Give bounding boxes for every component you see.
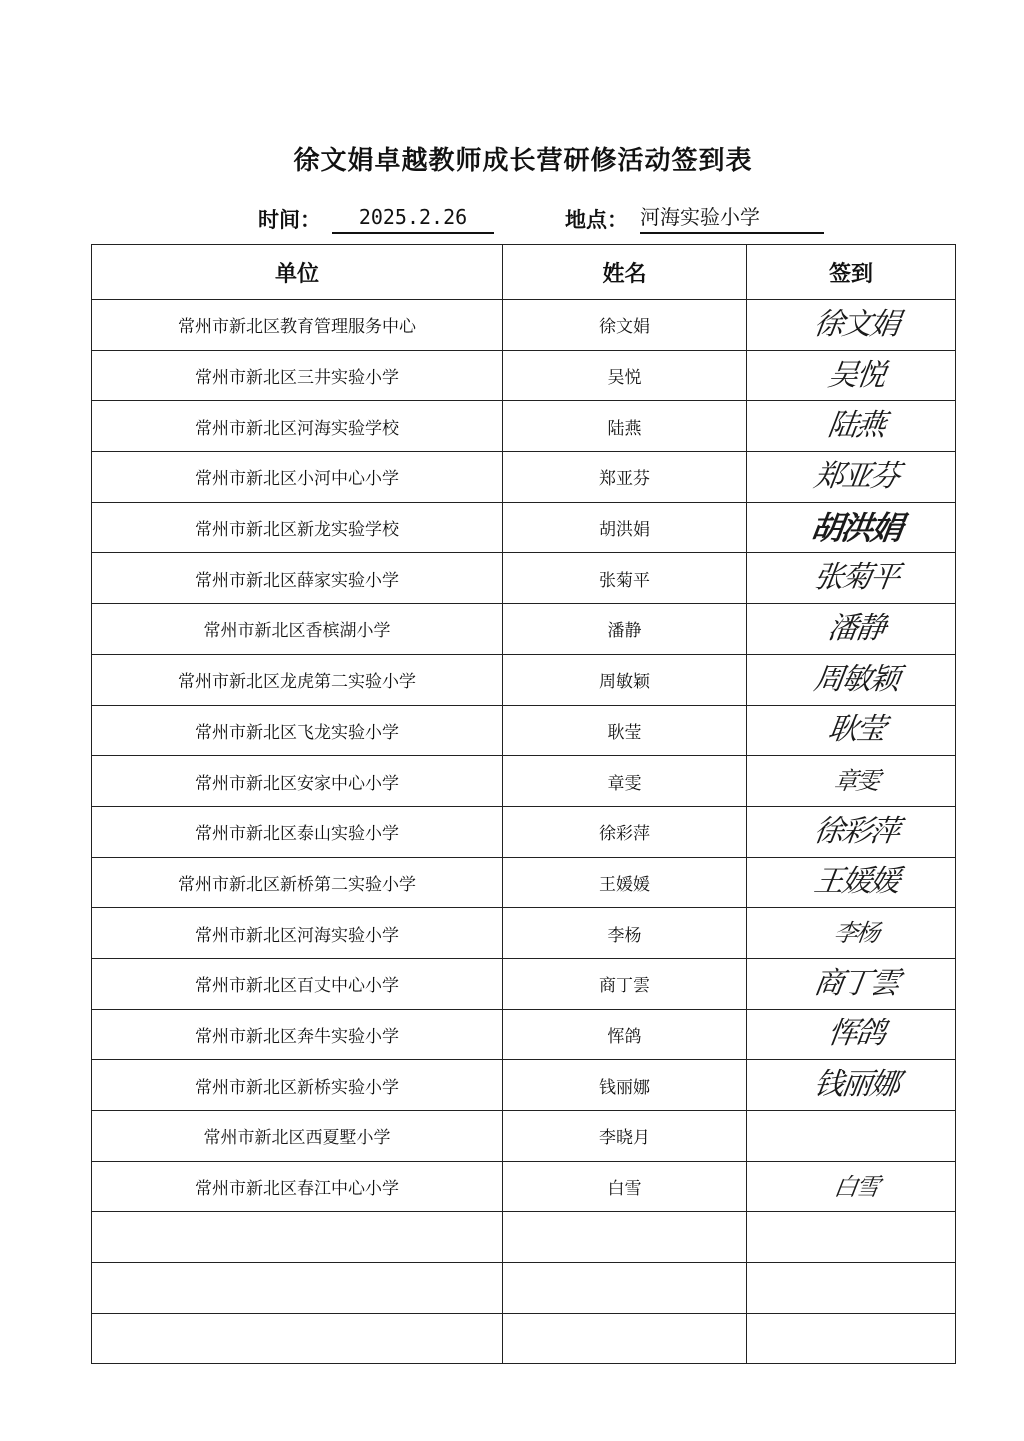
cell-signature — [747, 604, 956, 655]
handwritten-signature: 胡洪娟 — [808, 508, 904, 547]
cell-signature — [747, 756, 956, 807]
handwritten-signature: 恽鸽 — [825, 1016, 887, 1052]
table-row — [92, 958, 956, 1009]
cell-unit: 常州市新北区薛家实验小学 — [92, 553, 503, 604]
cell-name: 耿莹 — [503, 705, 747, 756]
cell-name: 潘静 — [503, 604, 747, 655]
table-row-empty — [92, 1313, 956, 1364]
sign-in-table — [91, 244, 956, 1364]
cell-signature — [747, 1161, 956, 1212]
cell-signature — [747, 654, 956, 705]
time-label: 时间： — [258, 208, 321, 232]
cell-name: 郑亚芬 — [503, 452, 747, 503]
cell-name: 徐文娟 — [503, 300, 747, 351]
header-unit: 单位 — [92, 245, 503, 300]
cell-name: 吴悦 — [503, 350, 747, 401]
cell-unit: 常州市新北区三井实验小学 — [92, 350, 503, 401]
time-value: 2025.2.26 — [332, 202, 494, 234]
meta-row — [0, 198, 1024, 238]
cell-unit — [92, 1263, 503, 1314]
cell-signature — [747, 1111, 956, 1162]
cell-name: 恽鸽 — [503, 1009, 747, 1060]
cell-signature — [747, 553, 956, 604]
cell-unit: 常州市新北区安家中心小学 — [92, 756, 503, 807]
cell-signature — [747, 958, 956, 1009]
table-row — [92, 300, 956, 351]
handwritten-signature: 李杨 — [832, 919, 880, 948]
handwritten-signature: 钱丽娜 — [811, 1067, 901, 1103]
table-row — [92, 1111, 956, 1162]
cell-name: 章雯 — [503, 756, 747, 807]
cell-name: 张菊平 — [503, 553, 747, 604]
cell-name — [503, 1313, 747, 1364]
table-row — [92, 553, 956, 604]
table-row — [92, 502, 956, 553]
table-row — [92, 857, 956, 908]
cell-unit: 常州市新北区西夏墅小学 — [92, 1111, 503, 1162]
cell-name: 周敏颖 — [503, 654, 747, 705]
cell-signature — [747, 1009, 956, 1060]
cell-signature — [747, 300, 956, 351]
table-row — [92, 654, 956, 705]
cell-signature — [747, 452, 956, 503]
cell-unit: 常州市新北区泰山实验小学 — [92, 806, 503, 857]
cell-unit: 常州市新北区教育管理服务中心 — [92, 300, 503, 351]
handwritten-signature: 章雯 — [832, 767, 880, 796]
cell-signature — [747, 1263, 956, 1314]
handwritten-signature: 耿莹 — [825, 712, 887, 748]
handwritten-signature: 商丁雲 — [811, 965, 901, 1001]
cell-name: 徐彩萍 — [503, 806, 747, 857]
cell-signature — [747, 350, 956, 401]
table-header-row — [92, 245, 956, 300]
cell-unit: 常州市新北区奔牛实验小学 — [92, 1009, 503, 1060]
table-row — [92, 452, 956, 503]
place-value: 河海实验小学 — [640, 202, 824, 234]
table-row — [92, 908, 956, 959]
cell-unit — [92, 1212, 503, 1263]
cell-signature — [747, 1313, 956, 1364]
table-row — [92, 350, 956, 401]
handwritten-signature: 徐文娟 — [811, 306, 901, 342]
page-title: 徐文娟卓越教师成长营研修活动签到表 — [293, 146, 753, 176]
table-row — [92, 756, 956, 807]
table-row — [92, 1060, 956, 1111]
cell-unit: 常州市新北区飞龙实验小学 — [92, 705, 503, 756]
cell-unit: 常州市新北区新桥实验小学 — [92, 1060, 503, 1111]
cell-signature — [747, 705, 956, 756]
cell-unit: 常州市新北区春江中心小学 — [92, 1161, 503, 1212]
handwritten-signature: 周敏颖 — [811, 661, 901, 697]
table-row — [92, 1009, 956, 1060]
table-row — [92, 705, 956, 756]
table-row — [92, 806, 956, 857]
cell-unit — [92, 1313, 503, 1364]
cell-name: 钱丽娜 — [503, 1060, 747, 1111]
table-row-empty — [92, 1263, 956, 1314]
cell-name: 陆燕 — [503, 401, 747, 452]
cell-signature — [747, 857, 956, 908]
cell-name: 白雪 — [503, 1161, 747, 1212]
cell-signature — [747, 908, 956, 959]
handwritten-signature: 王媛媛 — [811, 864, 901, 900]
handwritten-signature: 张菊平 — [811, 560, 901, 596]
table-row — [92, 401, 956, 452]
header-signature: 签到 — [747, 245, 956, 300]
handwritten-signature: 潘静 — [825, 610, 887, 646]
cell-unit: 常州市新北区百丈中心小学 — [92, 958, 503, 1009]
handwritten-signature: 吴悦 — [825, 357, 887, 393]
place-label: 地点： — [565, 208, 628, 232]
handwritten-signature: 白雪 — [832, 1172, 880, 1201]
cell-signature — [747, 1060, 956, 1111]
cell-unit: 常州市新北区龙虎第二实验小学 — [92, 654, 503, 705]
cell-unit: 常州市新北区香槟湖小学 — [92, 604, 503, 655]
cell-unit: 常州市新北区新桥第二实验小学 — [92, 857, 503, 908]
cell-signature — [747, 401, 956, 452]
cell-unit: 常州市新北区河海实验小学 — [92, 908, 503, 959]
cell-unit: 常州市新北区河海实验学校 — [92, 401, 503, 452]
table-row — [92, 604, 956, 655]
cell-unit: 常州市新北区新龙实验学校 — [92, 502, 503, 553]
handwritten-signature: 陆燕 — [825, 408, 887, 444]
cell-name: 商丁雲 — [503, 958, 747, 1009]
cell-name: 胡洪娟 — [503, 502, 747, 553]
handwritten-signature: 郑亚芬 — [811, 458, 901, 494]
cell-signature — [747, 1212, 956, 1263]
table-row-empty — [92, 1212, 956, 1263]
cell-name — [503, 1263, 747, 1314]
cell-signature — [747, 806, 956, 857]
header-name: 姓名 — [503, 245, 747, 300]
table-row — [92, 1161, 956, 1212]
cell-signature — [747, 502, 956, 553]
handwritten-signature: 徐彩萍 — [811, 813, 901, 849]
cell-name: 李杨 — [503, 908, 747, 959]
cell-unit: 常州市新北区小河中心小学 — [92, 452, 503, 503]
cell-name: 王媛媛 — [503, 857, 747, 908]
cell-name — [503, 1212, 747, 1263]
cell-name: 李晓月 — [503, 1111, 747, 1162]
